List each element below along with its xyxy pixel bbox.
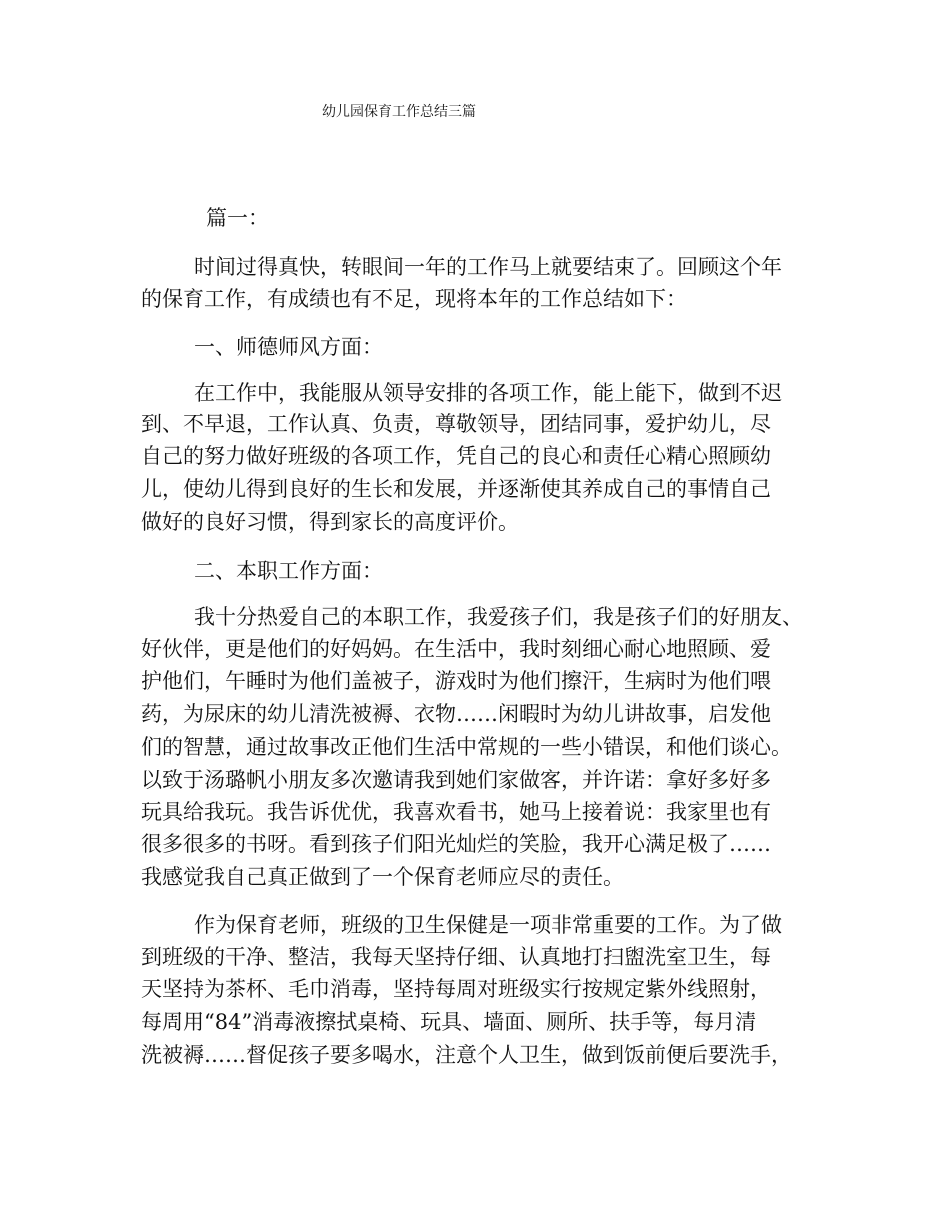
paragraph-line: 的保育工作，有成绩也有不足，现将本年的工作总结如下：	[141, 287, 687, 311]
paragraph-line: 我十分热爱自己的本职工作，我爱孩子们，我是孩子们的好朋友、	[194, 605, 803, 629]
section-label: 篇一：	[206, 206, 269, 230]
document-title: 幼儿园保育工作总结三篇	[322, 104, 476, 120]
paragraph-line: 到班级的干净、整洁，我每天坚持仔细、认真地打扫盥洗室卫生，每	[141, 945, 771, 969]
paragraph-line: 以致于汤璐帆小朋友多次邀请我到她们家做客，并许诺：拿好多好多	[141, 768, 771, 792]
paragraph-line: 洗被褥……督促孩子要多喝水，注意个人卫生，做到饭前便后要洗手，	[141, 1043, 792, 1067]
paragraph-line: 天坚持为茶杯、毛巾消毒，坚持每周对班级实行按规定紫外线照射，	[141, 977, 771, 1001]
paragraph-line: 儿，使幼儿得到良好的生长和发展，并逐渐使其养成自己的事情自己	[141, 477, 771, 501]
paragraph-line: 好伙伴，更是他们的好妈妈。在生活中，我时刻细心耐心地照顾、爱	[141, 637, 771, 661]
paragraph-line: 作为保育老师，班级的卫生保健是一项非常重要的工作。为了做	[194, 913, 782, 937]
paragraph-line: 在工作中，我能服从领导安排的各项工作，能上能下，做到不迟	[194, 381, 782, 405]
paragraph-line: 护他们，午睡时为他们盖被子，游戏时为他们擦汗，生病时为他们喂	[141, 669, 771, 693]
paragraph-line: 我感觉我自己真正做到了一个保育老师应尽的责任。	[141, 865, 624, 889]
paragraph-line: 药，为尿床的幼儿清洗被褥、衣物……闲暇时为幼儿讲故事，启发他	[141, 702, 771, 726]
paragraph-line: 很多很多的书呀。看到孩子们阳光灿烂的笑脸，我开心满足极了……	[141, 832, 771, 856]
paragraph-line: 做好的良好习惯，得到家长的高度评价。	[141, 510, 519, 534]
paragraph-line: 自己的努力做好班级的各项工作，凭自己的良心和责任心精心照顾幼	[141, 444, 771, 468]
section-heading: 二、本职工作方面：	[194, 559, 383, 583]
paragraph-line: 时间过得真快，转眼间一年的工作马上就要结束了。回顾这个年	[194, 255, 782, 279]
section-heading: 一、师德师风方面：	[194, 335, 383, 359]
paragraph-line: 每周用“84”消毒液擦拭桌椅、玩具、墙面、厕所、扶手等，每月清	[141, 1010, 757, 1034]
paragraph-line: 到、不早退，工作认真、负责，尊敬领导，团结同事，爱护幼儿，尽	[141, 412, 771, 436]
paragraph-line: 玩具给我玩。我告诉优优，我喜欢看书，她马上接着说：我家里也有	[141, 800, 771, 824]
paragraph-line: 们的智慧，通过故事改正他们生活中常规的一些小错误，和他们谈心。	[141, 735, 792, 759]
